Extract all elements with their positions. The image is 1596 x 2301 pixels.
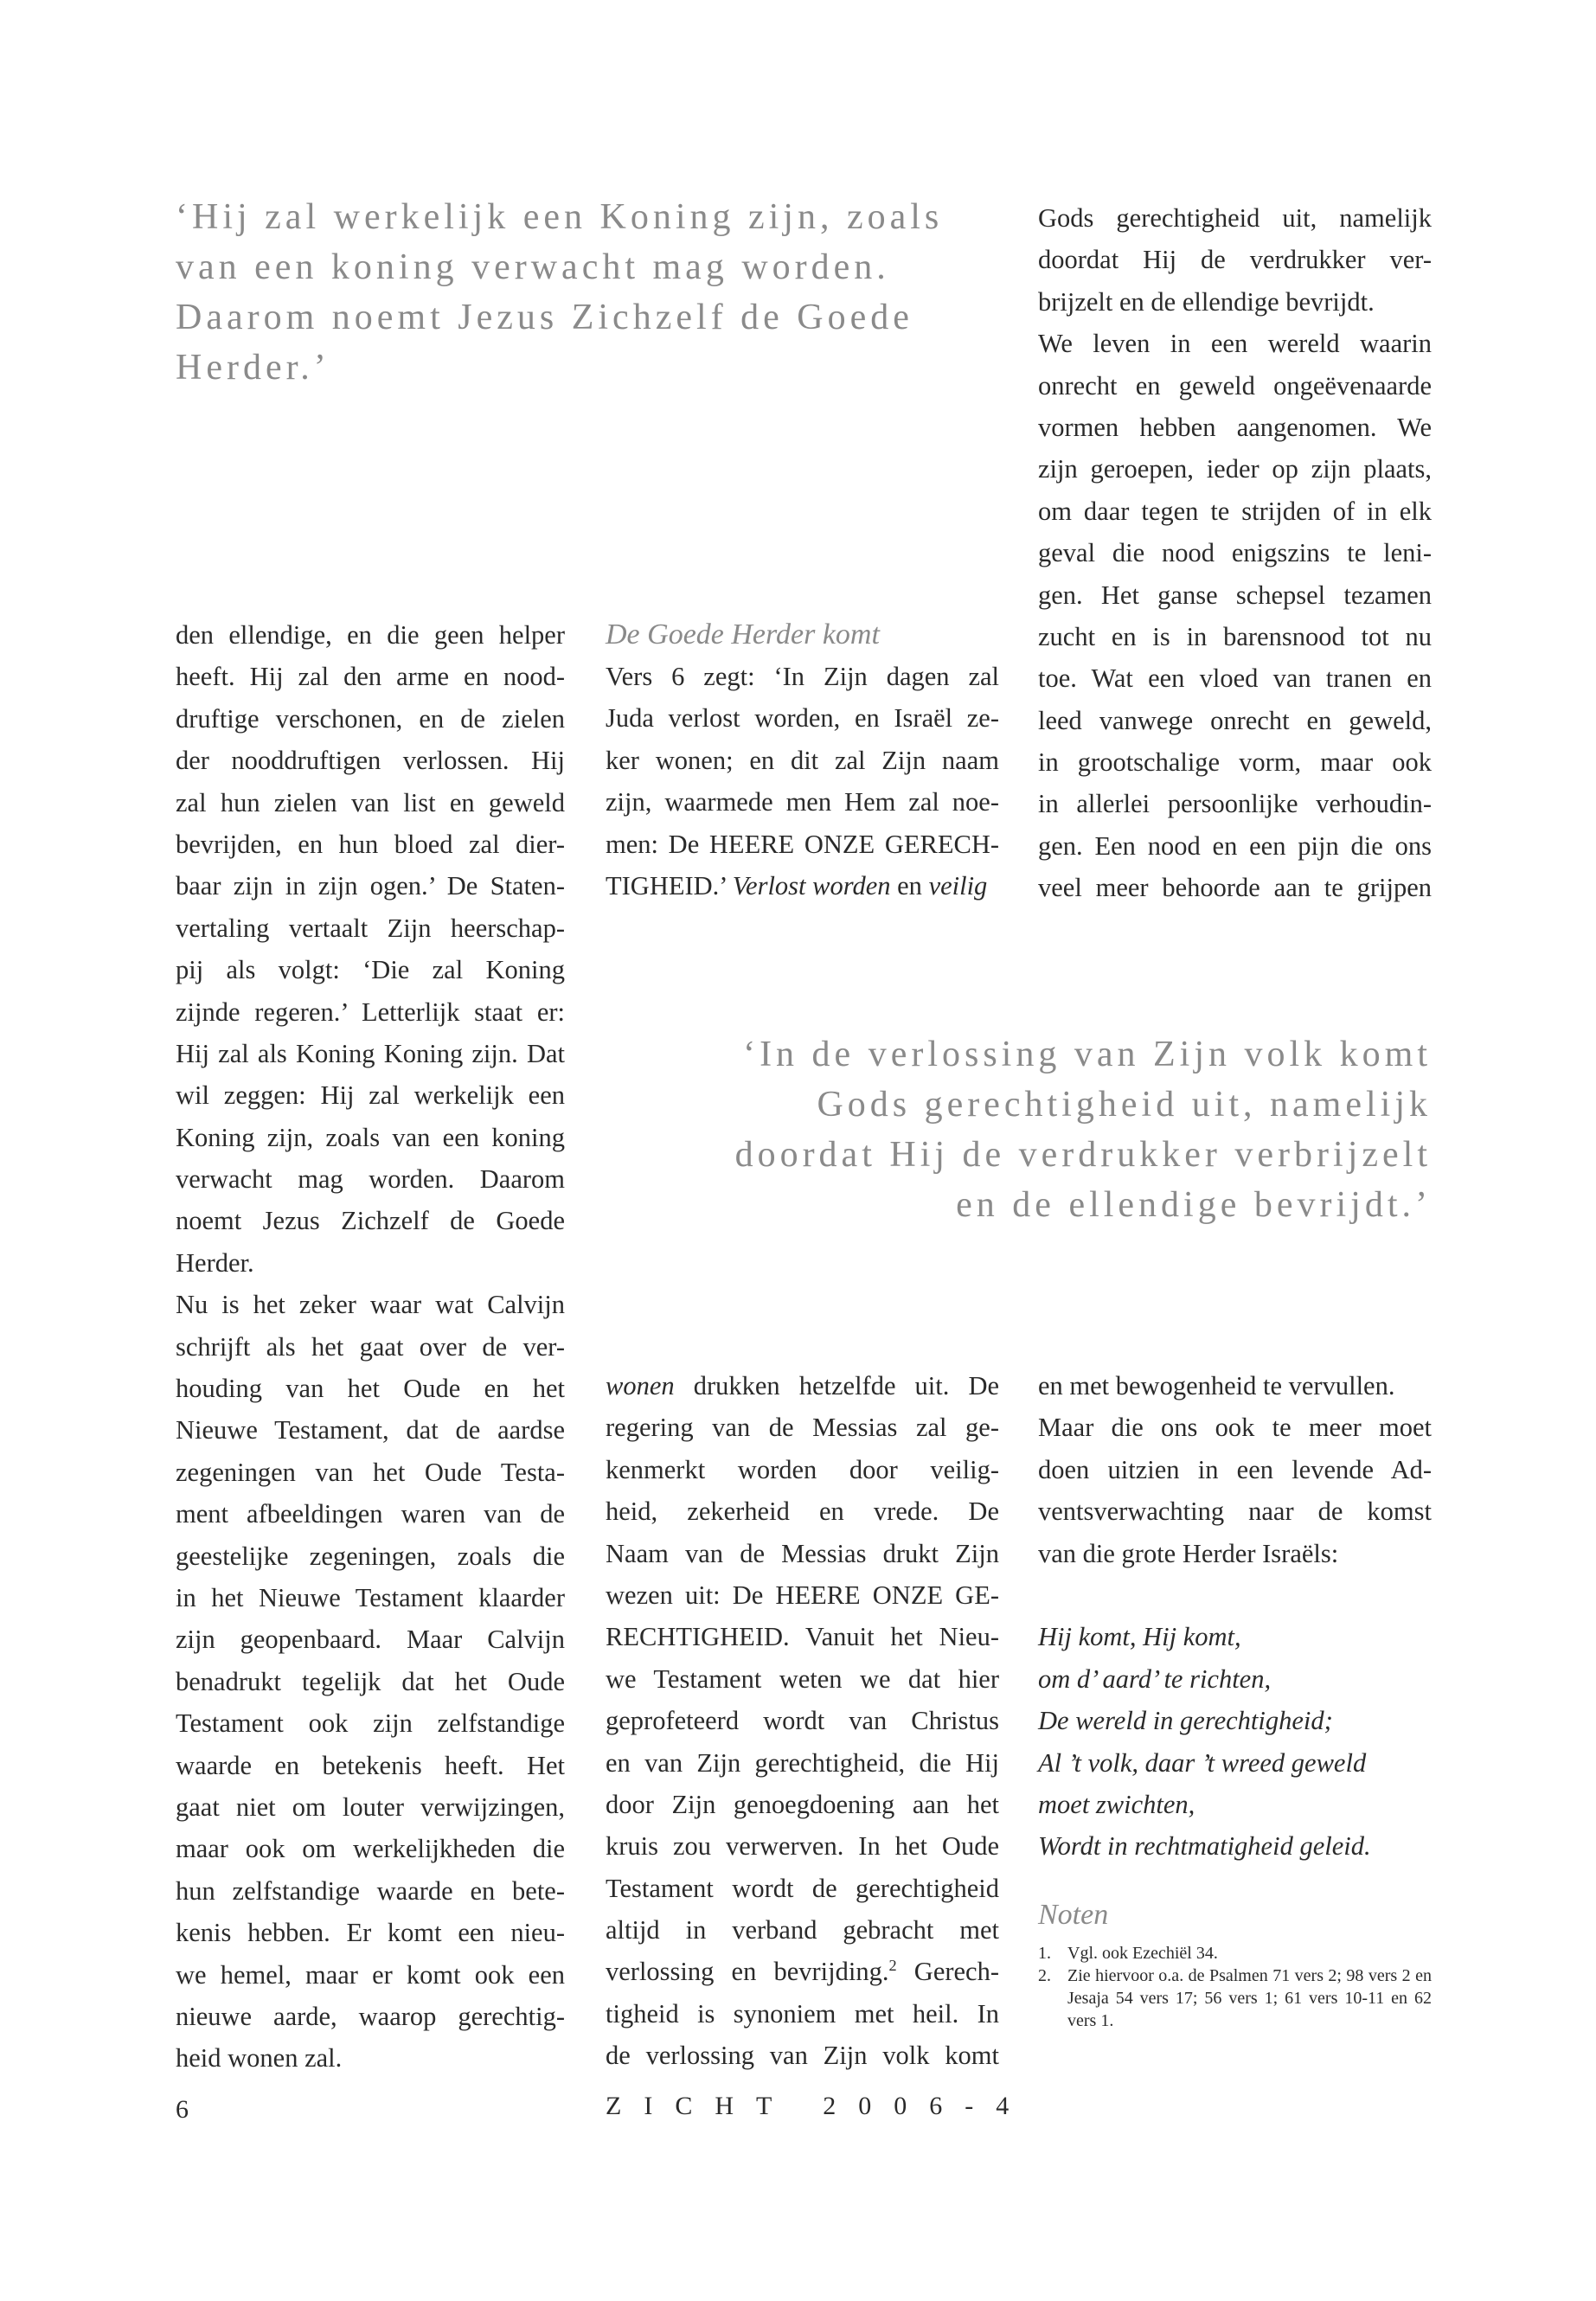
column-3-line: zijn geroepen, ieder op zijn plaats,: [1038, 454, 1432, 484]
column-1-line: hun zelfstandige waarde en bete-: [176, 1875, 565, 1906]
pull-quote-line: doordat Hij de verdrukker verbrijzelt: [734, 1135, 1432, 1175]
note-item: [1038, 1965, 1432, 2032]
page-number: 6: [176, 2095, 189, 2124]
column-3-line: toe. Wat een vloed van tranen en: [1038, 663, 1432, 694]
column-2-line: wezen uit: De HEERE ONZE GE-: [606, 1580, 999, 1610]
column-2-line: men: De HEERE ONZE GERECH-: [606, 829, 999, 859]
column-2-line: Vers 6 zegt: ‘In Zijn dagen zal: [606, 662, 999, 691]
column-3-line: Gods gerechtigheid uit, namelijk: [1038, 203, 1432, 233]
column-3-line: vormen hebben aangenomen. We: [1038, 412, 1432, 442]
column-1-line: zal hun zielen van list en geweld: [176, 787, 565, 817]
column-2-line: ker wonen; en dit zal Zijn naam: [606, 745, 999, 775]
column-2-line: de verlossing van Zijn volk komt: [606, 2041, 999, 2071]
column-3-line: Maar die ons ook te meer moet: [1038, 1413, 1432, 1443]
pull-quote-line: Daarom noemt Jezus Zichzelf de Goede: [176, 298, 913, 337]
poem-line: Al ’t volk, daar ’t wreed geweld: [1038, 1747, 1367, 1778]
column-3-line: geval die nood enigszins te leni-: [1038, 538, 1432, 568]
column-1-line: Testament ook zijn zelfstandige: [176, 1708, 565, 1739]
column-1-line: druftige verschonen, en de zielen: [176, 703, 565, 734]
column-3-line: in allerlei persoonlijke verhoudin-: [1038, 789, 1432, 819]
column-2-line: door Zijn genoegdoening aan het: [606, 1789, 999, 1819]
pull-quote-line: ‘In de verlossing van Zijn volk komt: [743, 1035, 1432, 1074]
column-1-line: waarde en betekenis heeft. Het: [176, 1750, 565, 1780]
column-2-line: Naam van de Messias drukt Zijn: [606, 1538, 999, 1568]
column-1-line: baar zijn in zijn ogen.’ De Staten-: [176, 871, 565, 901]
poem-line: De wereld in gerechtigheid;: [1038, 1706, 1333, 1736]
column-1-line: Hij zal als Koning Koning zijn. Dat: [176, 1038, 565, 1068]
column-1-line: in het Nieuwe Testament klaarder: [176, 1582, 565, 1612]
note-text: Zie hiervoor o.a. de Psalmen 71 vers 2; 98 vers 2 en Jesaja 54 vers 17; 56 vers 1; 61 vers 10-11 en 62 vers 1.: [1067, 1966, 1432, 2030]
section-heading: De Goede Herder komt: [606, 619, 880, 651]
column-1-line: vertaling vertaalt Zijn heerschap-: [176, 913, 565, 943]
column-2-line: heid, zekerheid en vrede. De: [606, 1497, 999, 1527]
column-1-line: gaat niet om louter verwijzingen,: [176, 1791, 565, 1822]
pull-quote-line: en de ellendige bevrijdt.’: [956, 1185, 1432, 1225]
column-2-line: Testament wordt de gerechtigheid: [606, 1873, 999, 1903]
column-3-line: om daar tegen te strijden of in elk: [1038, 496, 1432, 526]
footnote-ref: 2: [888, 1957, 897, 1975]
column-1-line: houding van het Oude en het: [176, 1374, 565, 1404]
column-1-line: benadrukt tegelijk dat het Oude: [176, 1666, 565, 1696]
column-1-line: pij als volgt: ‘Die zal Koning: [176, 955, 565, 985]
notes-list: [1038, 1942, 1432, 2032]
poem-line: Wordt in rechtmatigheid geleid.: [1038, 1831, 1371, 1862]
column-2-bottom-text: [606, 1365, 999, 2077]
column-2-top-lines: [606, 656, 999, 865]
notes-title: Noten: [1038, 1899, 1109, 1931]
column-2-line: zijn, waarmede men Hem zal noe-: [606, 787, 999, 817]
footnote-line: verlossing en bevrijding.$^2$ Gerech-: [606, 1957, 999, 1987]
column-2-line: altijd in verband gebracht met: [606, 1915, 999, 1945]
column-2-line: RECHTIGHEID. Vanuit het Nieu-: [606, 1622, 999, 1652]
column-1-line: ment afbeeldingen waren van de: [176, 1499, 565, 1529]
poem-line: Hij komt, Hij komt,: [1038, 1622, 1241, 1652]
magazine-title: ZICHT 2006-4: [606, 2092, 1032, 2120]
column-1-line: bevrijden, en hun bloed zal dier-: [176, 829, 565, 859]
note-item: [1038, 1942, 1432, 1965]
pull-quote-middle: [640, 1029, 1432, 1230]
column-1-line: noemt Jezus Zichzelf de Goede: [176, 1206, 565, 1236]
note-number: 2.: [1038, 1966, 1051, 1985]
column-3-line: veel meer behoorde aan te grijpen: [1038, 873, 1432, 903]
column-1-line: heeft. Hij zal den arme en nood-: [176, 662, 565, 692]
column-2-line: kruis zou verwerven. In het Oude: [606, 1831, 999, 1862]
pull-quote-top: [176, 192, 1006, 393]
pull-quote-line: van een koning verwacht mag worden.: [176, 247, 890, 287]
column-2-bottom-lines: [606, 1407, 999, 1951]
column-1-line: Nu is het zeker waar wat Calvijn: [176, 1290, 565, 1320]
column-2-line: geprofeteerd wordt van Christus: [606, 1706, 999, 1736]
column-3-line: doordat Hij de verdrukker ver-: [1038, 245, 1432, 275]
column-3-bottom-lines: [1038, 1365, 1432, 1574]
column-1-line: kenis hebben. Er komt een nieu-: [176, 1918, 565, 1948]
note-number: 1.: [1038, 1944, 1051, 1963]
column-2-line: tigheid is synoniem met heil. In: [606, 1998, 999, 2029]
column-1-line: den ellendige, en die geen helper: [176, 620, 565, 650]
poem-line: om d’ aard’ te richten,: [1038, 1663, 1272, 1694]
column-1-line: heid wonen zal.: [176, 2043, 343, 2073]
column-1-line: we hemel, maar er komt ook een: [176, 1959, 565, 1990]
column-3-line: onrecht en geweld ongeëvenaarde: [1038, 370, 1432, 401]
column-1-text: [176, 614, 565, 2080]
column-1-line: Herder.: [176, 1247, 254, 1278]
column-1-line: Nieuwe Testament, dat de aardse: [176, 1415, 565, 1445]
column-2-bottom-first-line: wonen drukken hetzelfde uit. De: [606, 1371, 1000, 1400]
column-3-line: doen uitzien in een levende Ad-: [1038, 1454, 1432, 1484]
pull-quote-line: Herder.’: [176, 348, 330, 388]
column-1-line: zegeningen van het Oude Testa-: [176, 1457, 565, 1487]
column-3-line: ventsverwachting naar de komst: [1038, 1497, 1432, 1527]
pull-quote-line: Gods gerechtigheid uit, namelijk: [817, 1085, 1432, 1125]
column-3-line: brijzelt en de ellendige bevrijdt.: [1038, 286, 1375, 317]
column-2-bottom-tail: [606, 1993, 999, 2077]
column-1-line: zijn geopenbaard. Maar Calvijn: [176, 1625, 565, 1655]
poem-line: moet zwichten,: [1038, 1789, 1195, 1819]
column-3-line: gen. Het ganse schepsel tezamen: [1038, 580, 1432, 610]
column-3-top-text: [1038, 197, 1432, 909]
column-2-top-last-line: TIGHEID.’ Verlost worden en veilig: [606, 870, 988, 901]
pull-quote-line: ‘Hij zal werkelijk een Koning zijn, zoals: [176, 197, 944, 237]
column-2-line: en van Zijn gerechtigheid, die Hij: [606, 1747, 999, 1778]
column-1-line: wil zeggen: Hij zal werkelijk een: [176, 1080, 565, 1111]
column-2-line: Juda verlost worden, en Israël ze-: [606, 703, 999, 734]
column-1-line: verwacht mag worden. Daarom: [176, 1164, 565, 1195]
column-1-line: geestelijke zegeningen, zoals die: [176, 1541, 565, 1571]
column-3-line: We leven in een wereld waarin: [1038, 329, 1432, 359]
column-2-line: regering van de Messias zal ge-: [606, 1413, 999, 1443]
column-2-top-text: [606, 614, 999, 907]
column-1-line: der nooddruftigen verlossen. Hij: [176, 746, 565, 776]
column-1-line: maar ook om werkelijkheden die: [176, 1834, 565, 1864]
column-3-line: zucht en is in barensnood tot nu: [1038, 621, 1432, 651]
column-3-line: en met bewogenheid te vervullen.: [1038, 1371, 1395, 1400]
column-3-line: leed vanwege onrecht en geweld,: [1038, 705, 1432, 735]
column-1-line: Koning zijn, zoals van een koning: [176, 1122, 565, 1152]
column-3-line: van die grote Herder Israëls:: [1038, 1538, 1339, 1568]
column-2-line: kenmerkt worden door veilig-: [606, 1454, 999, 1484]
note-text: Vgl. ook Ezechiël 34.: [1067, 1944, 1218, 1963]
column-1-line: zijnde regeren.’ Letterlijk staat er:: [176, 997, 565, 1027]
column-1-line: schrijft als het gaat over de ver-: [176, 1331, 565, 1362]
column-3-line: in grootschalige vorm, maar ook: [1038, 747, 1432, 778]
column-2-line: we Testament weten we dat hier: [606, 1663, 999, 1694]
column-3-bottom-text: [1038, 1365, 1432, 1868]
column-1-line: nieuwe aarde, waarop gerechtig-: [176, 2001, 565, 2031]
column-3-line: gen. Een nood en een pijn die ons: [1038, 830, 1432, 861]
poem: [1038, 1616, 1432, 1867]
